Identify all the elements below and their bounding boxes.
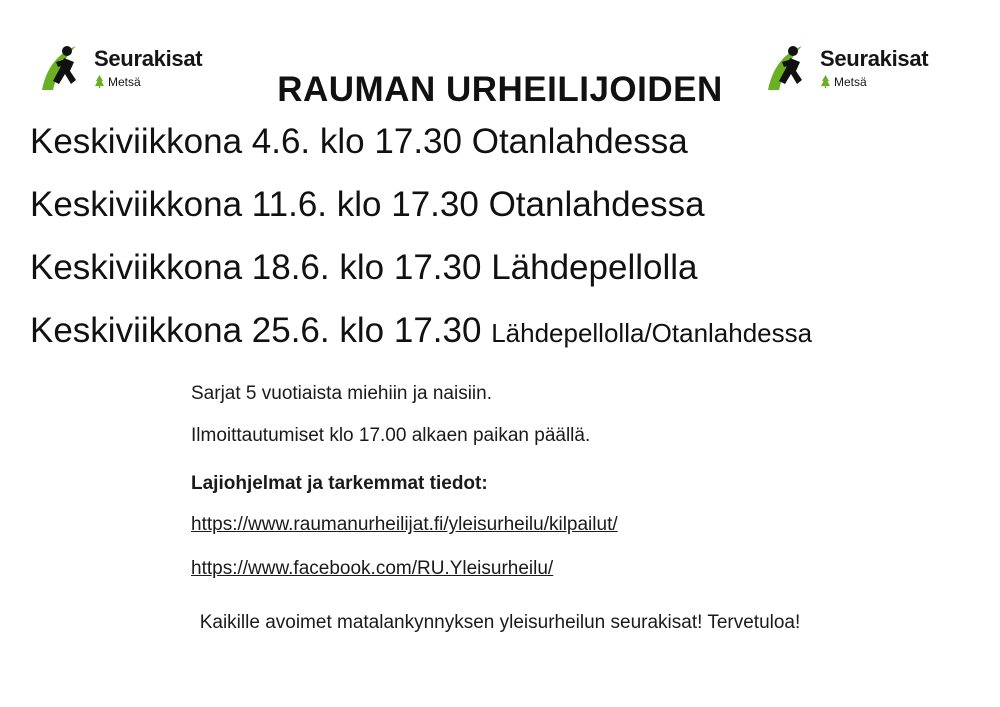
page-title: RAUMAN URHEILIJOIDEN bbox=[277, 70, 723, 109]
info-details-heading: Lajiohjelmat ja tarkemmat tiedot: bbox=[191, 472, 488, 494]
event-place: Lähdepellolla bbox=[491, 248, 698, 287]
logo-subtitle-text: Metsä bbox=[108, 74, 141, 89]
footer-text: Kaikille avoimet matalankynnyksen yleisurheilun seurakisat! Tervetuloa! bbox=[199, 612, 801, 633]
event-time-label: klo bbox=[339, 311, 385, 350]
event-weekday: Keskiviikkona bbox=[30, 311, 243, 350]
info-series: Sarjat 5 vuotiaista miehiin ja naisiin. bbox=[191, 383, 492, 404]
event-place: Otanlahdessa bbox=[488, 185, 705, 224]
event-place: Lähdepellolla/Otanlahdessa bbox=[491, 318, 813, 348]
info-registration: Ilmoittautumiset klo 17.00 alkaen paikan päällä. bbox=[191, 424, 591, 446]
event-time-label: klo bbox=[339, 248, 385, 287]
event-row bbox=[30, 250, 970, 285]
logo-subtitle-text: Metsä bbox=[834, 74, 867, 89]
event-list bbox=[30, 124, 970, 376]
link-facebook-row bbox=[191, 557, 951, 581]
link-facebook[interactable]: https://www.facebook.com/RU.Yleisurheilu/ bbox=[191, 558, 554, 579]
event-time: 17.30 bbox=[374, 122, 462, 161]
event-row bbox=[30, 313, 970, 348]
logo-wordmark: Seurakisat bbox=[820, 46, 929, 71]
link-website[interactable]: https://www.raumanurheilijat.fi/yleisurheilu/kilpailut/ bbox=[191, 514, 618, 536]
event-time-label: klo bbox=[319, 122, 365, 161]
event-time: 17.30 bbox=[391, 185, 479, 224]
event-row bbox=[30, 124, 970, 159]
event-row bbox=[30, 187, 970, 222]
event-date: 25.6. bbox=[251, 311, 330, 350]
info-links bbox=[191, 513, 951, 581]
event-weekday: Keskiviikkona bbox=[30, 185, 243, 224]
event-time: 17.30 bbox=[393, 311, 482, 350]
event-date: 18.6. bbox=[251, 248, 330, 287]
event-time: 17.30 bbox=[393, 248, 482, 287]
event-weekday: Keskiviikkona bbox=[30, 122, 243, 161]
event-date: 11.6. bbox=[251, 185, 328, 224]
event-date: 4.6. bbox=[251, 122, 311, 161]
link-website-row bbox=[191, 513, 951, 537]
event-time-label: klo bbox=[336, 185, 382, 224]
event-place: Otanlahdessa bbox=[471, 122, 688, 161]
event-weekday: Keskiviikkona bbox=[30, 248, 243, 287]
info-block bbox=[191, 382, 951, 601]
logo-wordmark: Seurakisat bbox=[94, 46, 203, 71]
